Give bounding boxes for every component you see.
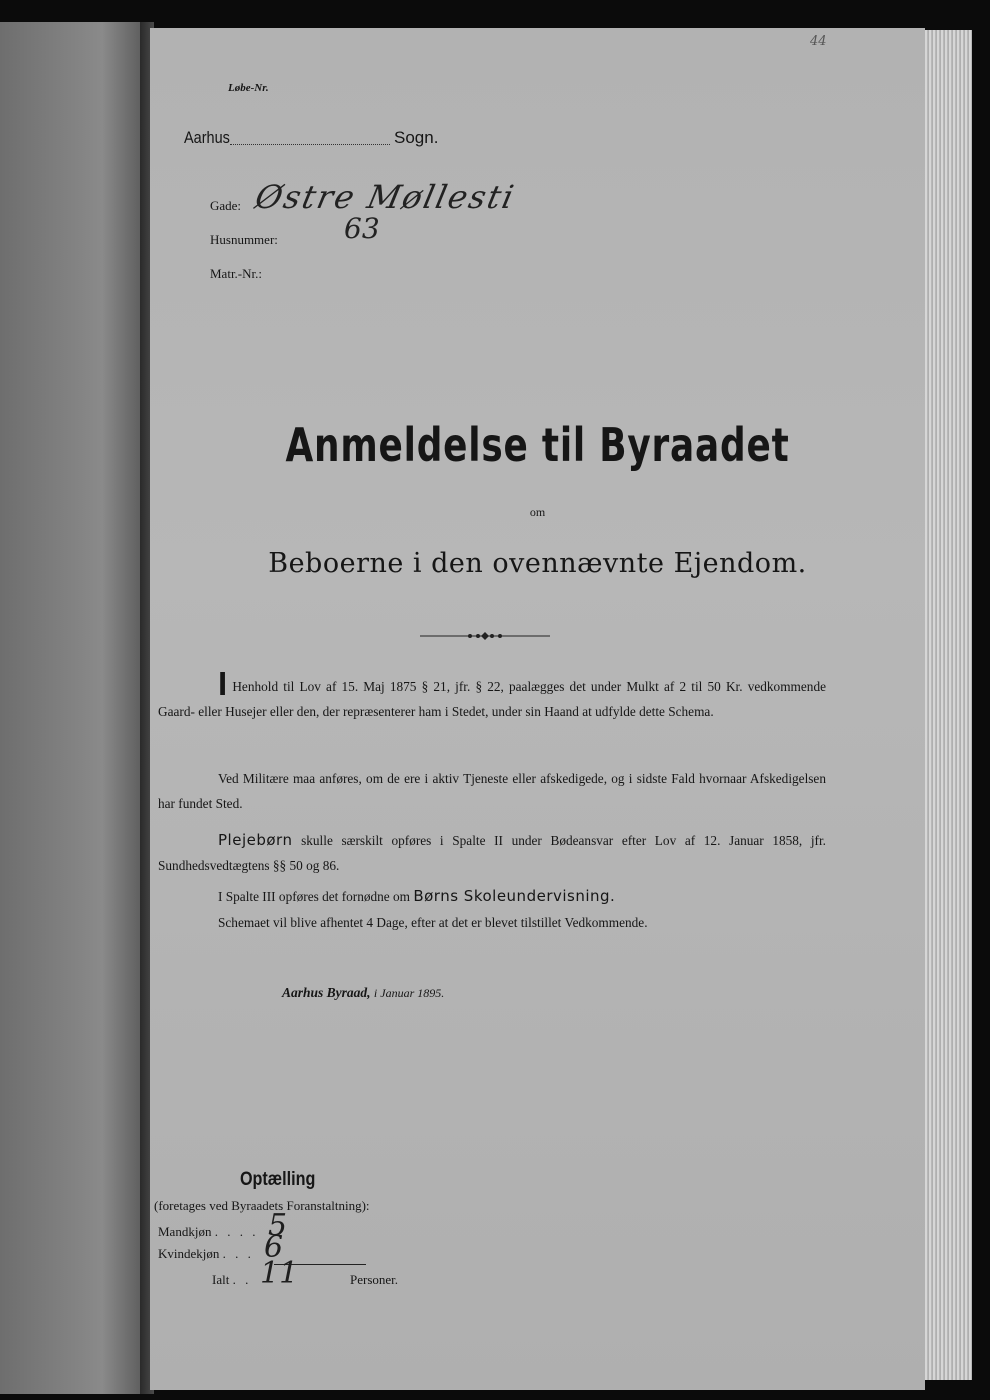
parish-city: Aarhus bbox=[184, 128, 230, 147]
male-label: Mandkjøn bbox=[158, 1224, 212, 1239]
female-count-row bbox=[158, 1246, 254, 1262]
paragraph-law-text: Henhold til Lov af 15. Maj 1875 § 21, jfr. § 22, paalægges det under Mulkt af 2 til 50 Kr. vedkommende Gaard- eller Husejer eller den, der repræsenterer ham i Stedet, under sin Haand at udfylde dette Schema. bbox=[158, 679, 826, 719]
total-label: Ialt bbox=[212, 1272, 230, 1287]
paragraph-law bbox=[158, 665, 826, 724]
count-subtitle: (foretages ved Byraadets Foranstaltning): bbox=[154, 1198, 370, 1213]
paragraph-schooling-text: I Spalte III opføres det fornødne om bbox=[218, 889, 411, 904]
total-value: 11 bbox=[260, 1256, 299, 1291]
parish-dotline bbox=[230, 144, 390, 145]
female-label: Kvindekjøn bbox=[158, 1246, 220, 1261]
issuer-date: i Januar 1895. bbox=[373, 986, 445, 1000]
parish-line bbox=[180, 128, 440, 148]
ornament-divider-icon bbox=[420, 626, 550, 646]
paragraph-foster bbox=[158, 828, 826, 878]
parish-label: Sogn. bbox=[394, 128, 439, 147]
matr-label: Matr.-Nr.: bbox=[210, 266, 262, 281]
form-title: Anmeldelse til Byraadet bbox=[285, 418, 790, 472]
total-count-row bbox=[212, 1272, 251, 1288]
left-facing-page bbox=[0, 22, 146, 1394]
male-count-row bbox=[158, 1224, 258, 1240]
house-number-label: Husnummer: bbox=[210, 232, 278, 247]
paragraph-military bbox=[158, 766, 826, 816]
street-label: Gade: bbox=[210, 198, 242, 213]
female-value: 6 bbox=[264, 1230, 284, 1265]
persons-label: Personer. bbox=[350, 1272, 399, 1287]
paragraph-schooling bbox=[158, 884, 826, 909]
drop-initial: I bbox=[218, 665, 228, 702]
count-title: Optælling bbox=[240, 1169, 316, 1190]
loebe-nr-label: Løbe-Nr. bbox=[228, 82, 269, 94]
male-value: 5 bbox=[268, 1208, 288, 1243]
female-dots: . . . bbox=[222, 1246, 254, 1261]
house-number-value: 63 bbox=[344, 212, 380, 245]
form-subtitle: Beboerne i den ovennævnte Ejendom. bbox=[268, 548, 807, 579]
page-edge-shadow bbox=[972, 30, 990, 1390]
male-dots: . . . . bbox=[214, 1224, 259, 1239]
issuer-authority: Aarhus Byraad, bbox=[282, 985, 371, 1000]
total-dots: . . bbox=[232, 1272, 252, 1287]
paragraph-military-text: Ved Militære maa anføres, om de ere i aktiv Tjeneste eller afskedigede, og i sidste Fald hvornaar Afskedigelsen har fundet Sted. bbox=[158, 771, 826, 811]
page-number: 44 bbox=[810, 34, 827, 49]
street-value: Østre Møllesti bbox=[251, 178, 519, 216]
paragraph-foster-text: skulle særskilt opføres i Spalte II under Bødeansvar efter Lov af 12. Januar 1858, jfr. Sundhedsvedtægtens §§ 50 og 86. bbox=[158, 833, 827, 873]
census-form-page bbox=[150, 28, 925, 1390]
paragraph-collection-text: Schemaet vil blive afhentet 4 Dage, efter at det er blevet tilstillet Vedkommende. bbox=[218, 915, 648, 930]
title-connector: om bbox=[529, 505, 546, 519]
paragraph-collection bbox=[158, 910, 826, 935]
schooling-lead: Børns Skoleundervisning. bbox=[413, 887, 616, 905]
issuer-signature bbox=[282, 985, 444, 1001]
foster-children-lead: Plejebørn bbox=[218, 831, 293, 849]
